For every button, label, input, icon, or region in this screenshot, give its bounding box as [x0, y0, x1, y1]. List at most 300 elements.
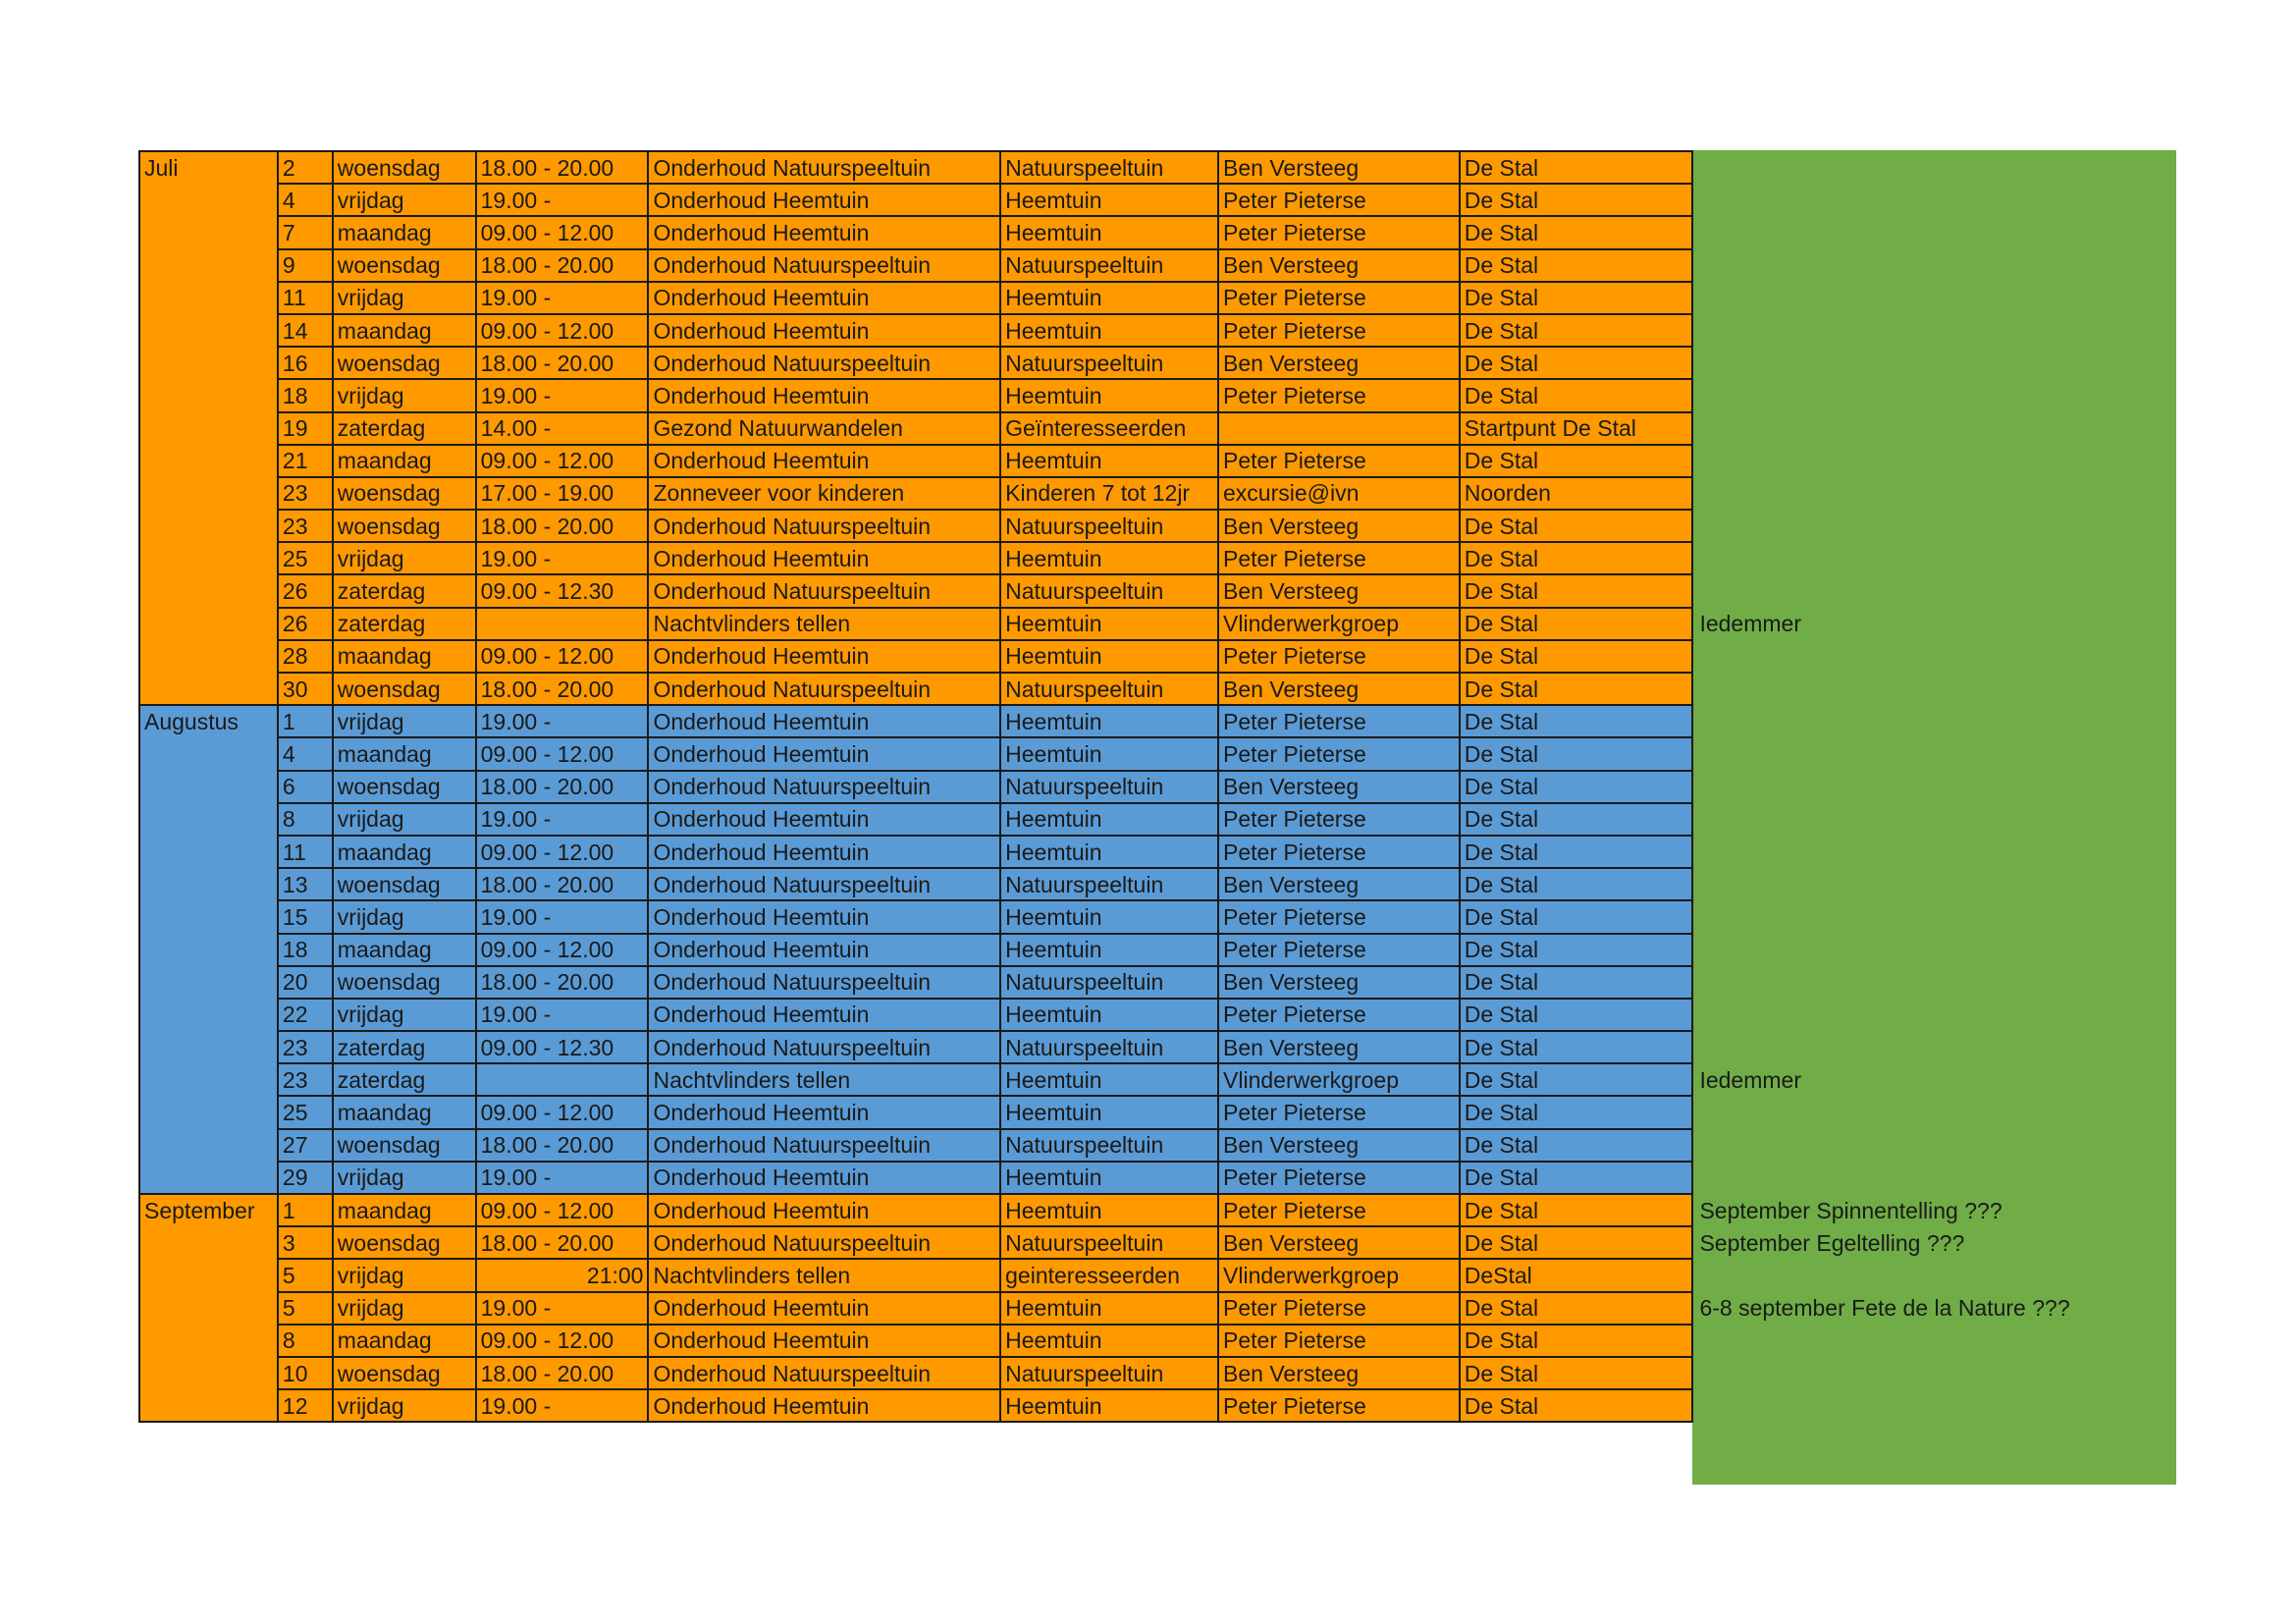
month-cell: [139, 379, 278, 411]
place-cell: De Stal: [1460, 1129, 1693, 1162]
time-cell: 19.00 -: [476, 1389, 649, 1422]
day-cell: 23: [278, 477, 333, 510]
leader-cell: Peter Pieterse: [1218, 1389, 1460, 1422]
location-cell: Natuurspeeltuin: [1000, 249, 1218, 282]
leader-cell: Ben Versteeg: [1218, 510, 1460, 542]
weekday-cell: vrijdag: [333, 184, 476, 216]
table-row: [139, 412, 2175, 445]
location-cell: Natuurspeeltuin: [1000, 1129, 1218, 1162]
place-cell: De Stal: [1460, 640, 1693, 673]
time-cell: 19.00 -: [476, 379, 649, 411]
time-cell: 09.00 - 12.00: [476, 640, 649, 673]
location-cell: Heemtuin: [1000, 803, 1218, 836]
time-cell: 09.00 - 12.00: [476, 737, 649, 770]
time-cell: 18.00 - 20.00: [476, 1226, 649, 1259]
month-cell: [139, 1063, 278, 1096]
note-cell: [1692, 477, 2175, 510]
time-cell: 19.00 -: [476, 184, 649, 216]
note-cell: [1692, 934, 2175, 966]
leader-cell: Peter Pieterse: [1218, 737, 1460, 770]
time-cell: 18.00 - 20.00: [476, 151, 649, 184]
place-cell: De Stal: [1460, 737, 1693, 770]
time-cell: 18.00 - 20.00: [476, 868, 649, 900]
table-row: [139, 900, 2175, 933]
day-cell: 27: [278, 1129, 333, 1162]
note-cell: [1692, 216, 2175, 248]
place-cell: De Stal: [1460, 705, 1693, 737]
day-cell: 11: [278, 282, 333, 314]
leader-cell: Peter Pieterse: [1218, 1292, 1460, 1325]
leader-cell: Peter Pieterse: [1218, 379, 1460, 411]
day-cell: 20: [278, 966, 333, 999]
leader-cell: Peter Pieterse: [1218, 803, 1460, 836]
location-cell: Natuurspeeltuin: [1000, 574, 1218, 607]
weekday-cell: vrijdag: [333, 542, 476, 574]
location-cell: Heemtuin: [1000, 1292, 1218, 1325]
table-row: [139, 1325, 2175, 1357]
schedule-body: [139, 151, 2175, 1422]
table-row: [139, 1031, 2175, 1063]
weekday-cell: vrijdag: [333, 1389, 476, 1422]
activity-cell: Onderhoud Heemtuin: [648, 705, 1000, 737]
location-cell: Heemtuin: [1000, 1389, 1218, 1422]
activity-cell: Onderhoud Natuurspeeltuin: [648, 1129, 1000, 1162]
leader-cell: Peter Pieterse: [1218, 1325, 1460, 1357]
time-cell: 18.00 - 20.00: [476, 966, 649, 999]
time-cell: 09.00 - 12.30: [476, 574, 649, 607]
leader-cell: [1218, 412, 1460, 445]
weekday-cell: zaterdag: [333, 574, 476, 607]
place-cell: De Stal: [1460, 1357, 1693, 1389]
table-row: [139, 347, 2175, 379]
activity-cell: Onderhoud Heemtuin: [648, 934, 1000, 966]
weekday-cell: woensdag: [333, 1226, 476, 1259]
leader-cell: Ben Versteeg: [1218, 1129, 1460, 1162]
activity-cell: Onderhoud Heemtuin: [648, 314, 1000, 347]
leader-cell: Peter Pieterse: [1218, 934, 1460, 966]
weekday-cell: vrijdag: [333, 1259, 476, 1291]
place-cell: De Stal: [1460, 574, 1693, 607]
location-cell: Heemtuin: [1000, 1194, 1218, 1226]
location-cell: Heemtuin: [1000, 1325, 1218, 1357]
month-cell: [139, 1226, 278, 1259]
activity-cell: Onderhoud Heemtuin: [648, 999, 1000, 1031]
table-row: [139, 282, 2175, 314]
location-cell: Heemtuin: [1000, 1162, 1218, 1194]
month-cell: [139, 1292, 278, 1325]
month-cell: [139, 249, 278, 282]
month-cell: [139, 673, 278, 705]
time-cell: 09.00 - 12.00: [476, 445, 649, 477]
weekday-cell: vrijdag: [333, 282, 476, 314]
weekday-cell: vrijdag: [333, 1162, 476, 1194]
location-cell: Heemtuin: [1000, 184, 1218, 216]
place-cell: De Stal: [1460, 868, 1693, 900]
place-cell: De Stal: [1460, 542, 1693, 574]
weekday-cell: woensdag: [333, 673, 476, 705]
place-cell: De Stal: [1460, 836, 1693, 868]
weekday-cell: vrijdag: [333, 803, 476, 836]
activity-cell: Onderhoud Natuurspeeltuin: [648, 1031, 1000, 1063]
activity-cell: Onderhoud Natuurspeeltuin: [648, 966, 1000, 999]
leader-cell: Ben Versteeg: [1218, 966, 1460, 999]
weekday-cell: maandag: [333, 737, 476, 770]
day-cell: 21: [278, 445, 333, 477]
place-cell: De Stal: [1460, 771, 1693, 803]
place-cell: De Stal: [1460, 1325, 1693, 1357]
place-cell: De Stal: [1460, 510, 1693, 542]
weekday-cell: zaterdag: [333, 608, 476, 640]
note-cell: [1692, 379, 2175, 411]
place-cell: De Stal: [1460, 1162, 1693, 1194]
table-row: [139, 542, 2175, 574]
weekday-cell: woensdag: [333, 1357, 476, 1389]
table-row: [139, 1226, 2175, 1259]
note-cell: [1692, 1325, 2175, 1357]
note-cell: [1692, 771, 2175, 803]
table-row: [139, 1194, 2175, 1226]
day-cell: 2: [278, 151, 333, 184]
table-row: [139, 314, 2175, 347]
activity-cell: Onderhoud Natuurspeeltuin: [648, 673, 1000, 705]
day-cell: 4: [278, 737, 333, 770]
activity-cell: Onderhoud Heemtuin: [648, 216, 1000, 248]
activity-cell: Onderhoud Natuurspeeltuin: [648, 151, 1000, 184]
weekday-cell: maandag: [333, 836, 476, 868]
activity-cell: Zonneveer voor kinderen: [648, 477, 1000, 510]
time-cell: 09.00 - 12.00: [476, 1194, 649, 1226]
month-cell: [139, 445, 278, 477]
note-cell: [1692, 412, 2175, 445]
day-cell: 25: [278, 1096, 333, 1128]
place-cell: Noorden: [1460, 477, 1693, 510]
leader-cell: Peter Pieterse: [1218, 184, 1460, 216]
weekday-cell: vrijdag: [333, 999, 476, 1031]
note-cell: [1692, 640, 2175, 673]
place-cell: De Stal: [1460, 934, 1693, 966]
leader-cell: Peter Pieterse: [1218, 705, 1460, 737]
table-row: [139, 934, 2175, 966]
leader-cell: Peter Pieterse: [1218, 836, 1460, 868]
location-cell: Heemtuin: [1000, 445, 1218, 477]
time-cell: 19.00 -: [476, 999, 649, 1031]
time-cell: 14.00 -: [476, 412, 649, 445]
month-cell: [139, 574, 278, 607]
month-cell: [139, 803, 278, 836]
time-cell: 19.00 -: [476, 1162, 649, 1194]
activity-cell: Onderhoud Natuurspeeltuin: [648, 510, 1000, 542]
leader-cell: Peter Pieterse: [1218, 1162, 1460, 1194]
table-row: [139, 1259, 2175, 1291]
activity-cell: Onderhoud Heemtuin: [648, 1325, 1000, 1357]
note-cell: [1692, 868, 2175, 900]
table-row: [139, 771, 2175, 803]
time-cell: 18.00 - 20.00: [476, 249, 649, 282]
activity-cell: Onderhoud Natuurspeeltuin: [648, 249, 1000, 282]
location-cell: geinteresseerden: [1000, 1259, 1218, 1291]
table-row: [139, 216, 2175, 248]
location-cell: Natuurspeeltuin: [1000, 151, 1218, 184]
note-cell: [1692, 249, 2175, 282]
month-cell: [139, 999, 278, 1031]
time-cell: 18.00 - 20.00: [476, 347, 649, 379]
weekday-cell: woensdag: [333, 771, 476, 803]
place-cell: De Stal: [1460, 184, 1693, 216]
month-cell: [139, 1031, 278, 1063]
note-cell: [1692, 900, 2175, 933]
note-cell: [1692, 542, 2175, 574]
month-cell: [139, 347, 278, 379]
note-cell: [1692, 966, 2175, 999]
time-cell: 09.00 - 12.00: [476, 314, 649, 347]
table-row: [139, 1063, 2175, 1096]
day-cell: 16: [278, 347, 333, 379]
location-cell: Natuurspeeltuin: [1000, 1226, 1218, 1259]
note-cell: [1692, 445, 2175, 477]
month-cell: [139, 966, 278, 999]
activity-cell: Onderhoud Natuurspeeltuin: [648, 1357, 1000, 1389]
location-cell: Heemtuin: [1000, 737, 1218, 770]
note-cell: [1692, 737, 2175, 770]
activity-cell: Onderhoud Heemtuin: [648, 803, 1000, 836]
time-cell: 09.00 - 12.00: [476, 1096, 649, 1128]
leader-cell: Peter Pieterse: [1218, 216, 1460, 248]
month-cell: [139, 1325, 278, 1357]
table-row: [139, 1096, 2175, 1128]
note-cell: [1692, 510, 2175, 542]
location-cell: Heemtuin: [1000, 314, 1218, 347]
place-cell: De Stal: [1460, 282, 1693, 314]
month-cell: [139, 1162, 278, 1194]
leader-cell: Peter Pieterse: [1218, 999, 1460, 1031]
location-cell: Heemtuin: [1000, 542, 1218, 574]
time-cell: 09.00 - 12.00: [476, 836, 649, 868]
day-cell: 1: [278, 705, 333, 737]
location-cell: Natuurspeeltuin: [1000, 771, 1218, 803]
note-cell: [1692, 705, 2175, 737]
location-cell: Heemtuin: [1000, 1096, 1218, 1128]
day-cell: 30: [278, 673, 333, 705]
month-cell: September: [139, 1194, 278, 1226]
activity-cell: Onderhoud Heemtuin: [648, 900, 1000, 933]
month-cell: [139, 1259, 278, 1291]
place-cell: De Stal: [1460, 216, 1693, 248]
note-cell: [1692, 282, 2175, 314]
table-row: [139, 249, 2175, 282]
time-cell: 17.00 - 19.00: [476, 477, 649, 510]
leader-cell: Peter Pieterse: [1218, 314, 1460, 347]
weekday-cell: zaterdag: [333, 412, 476, 445]
table-row: [139, 673, 2175, 705]
note-cell: September Egeltelling ???: [1699, 1229, 1965, 1256]
place-cell: De Stal: [1460, 1194, 1693, 1226]
weekday-cell: vrijdag: [333, 379, 476, 411]
note-cell: [1692, 999, 2175, 1031]
leader-cell: Ben Versteeg: [1218, 1031, 1460, 1063]
weekday-cell: maandag: [333, 445, 476, 477]
place-cell: De Stal: [1460, 608, 1693, 640]
table-row: [139, 1292, 2175, 1325]
leader-cell: Ben Versteeg: [1218, 673, 1460, 705]
note-cell: [1692, 836, 2175, 868]
place-cell: De Stal: [1460, 673, 1693, 705]
day-cell: 8: [278, 803, 333, 836]
weekday-cell: maandag: [333, 1325, 476, 1357]
month-cell: [139, 510, 278, 542]
note-cell: [1692, 314, 2175, 347]
location-cell: Heemtuin: [1000, 900, 1218, 933]
place-cell: De Stal: [1460, 151, 1693, 184]
weekday-cell: zaterdag: [333, 1031, 476, 1063]
location-cell: Natuurspeeltuin: [1000, 1357, 1218, 1389]
place-cell: De Stal: [1460, 1389, 1693, 1422]
table-row: [139, 1162, 2175, 1194]
leader-cell: Peter Pieterse: [1218, 282, 1460, 314]
note-cell: Iedemmer: [1699, 611, 1801, 637]
month-cell: [139, 282, 278, 314]
month-cell: Juli: [139, 151, 278, 184]
leader-cell: Ben Versteeg: [1218, 1357, 1460, 1389]
note-cell: [1692, 574, 2175, 607]
activity-cell: Onderhoud Natuurspeeltuin: [648, 574, 1000, 607]
place-cell: De Stal: [1460, 1031, 1693, 1063]
time-cell: 19.00 -: [476, 900, 649, 933]
table-row: [139, 1389, 2175, 1422]
table-row: [139, 510, 2175, 542]
day-cell: 18: [278, 934, 333, 966]
leader-cell: Peter Pieterse: [1218, 640, 1460, 673]
month-cell: [139, 1389, 278, 1422]
time-cell: 18.00 - 20.00: [476, 510, 649, 542]
leader-cell: Peter Pieterse: [1218, 445, 1460, 477]
day-cell: 8: [278, 1325, 333, 1357]
table-row: [139, 608, 2175, 640]
day-cell: 26: [278, 608, 333, 640]
leader-cell: Peter Pieterse: [1218, 900, 1460, 933]
day-cell: 26: [278, 574, 333, 607]
table-row: [139, 803, 2175, 836]
day-cell: 19: [278, 412, 333, 445]
activity-cell: Onderhoud Natuurspeeltuin: [648, 347, 1000, 379]
location-cell: Geïnteresseerden: [1000, 412, 1218, 445]
month-cell: [139, 771, 278, 803]
leader-cell: Peter Pieterse: [1218, 1194, 1460, 1226]
month-cell: [139, 608, 278, 640]
month-cell: [139, 216, 278, 248]
leader-cell: excursie@ivn: [1218, 477, 1460, 510]
month-cell: [139, 477, 278, 510]
month-cell: [139, 1096, 278, 1128]
location-cell: Kinderen 7 tot 12jr: [1000, 477, 1218, 510]
month-cell: [139, 737, 278, 770]
note-cell: [1692, 347, 2175, 379]
day-cell: 25: [278, 542, 333, 574]
place-cell: De Stal: [1460, 1226, 1693, 1259]
activity-cell: Onderhoud Heemtuin: [648, 640, 1000, 673]
day-cell: 10: [278, 1357, 333, 1389]
time-cell: 19.00 -: [476, 705, 649, 737]
weekday-cell: maandag: [333, 1194, 476, 1226]
day-cell: 14: [278, 314, 333, 347]
activity-cell: Onderhoud Heemtuin: [648, 445, 1000, 477]
note-cell: [1692, 1357, 2175, 1389]
month-cell: [139, 1129, 278, 1162]
time-cell: 09.00 - 12.30: [476, 1031, 649, 1063]
day-cell: 15: [278, 900, 333, 933]
time-cell: 19.00 -: [476, 282, 649, 314]
day-cell: 1: [278, 1194, 333, 1226]
table-row: [139, 966, 2175, 999]
table-row: [139, 868, 2175, 900]
place-cell: De Stal: [1460, 900, 1693, 933]
place-cell: De Stal: [1460, 999, 1693, 1031]
table-row: [139, 151, 2175, 184]
note-cell: [1692, 1389, 2175, 1422]
time-cell: 21:00: [476, 1259, 649, 1291]
note-cell: [1692, 1129, 2175, 1162]
day-cell: 7: [278, 216, 333, 248]
note-cell: 6-8 september Fete de la Nature ???: [1699, 1295, 2070, 1322]
place-cell: De Stal: [1460, 1063, 1693, 1096]
location-cell: Heemtuin: [1000, 608, 1218, 640]
time-cell: 19.00 -: [476, 542, 649, 574]
activity-cell: Onderhoud Heemtuin: [648, 379, 1000, 411]
leader-cell: Ben Versteeg: [1218, 151, 1460, 184]
month-cell: [139, 184, 278, 216]
day-cell: 12: [278, 1389, 333, 1422]
weekday-cell: woensdag: [333, 868, 476, 900]
weekday-cell: woensdag: [333, 510, 476, 542]
location-cell: Heemtuin: [1000, 379, 1218, 411]
activity-cell: Gezond Natuurwandelen: [648, 412, 1000, 445]
table-row: [139, 737, 2175, 770]
location-cell: Heemtuin: [1000, 934, 1218, 966]
day-cell: 4: [278, 184, 333, 216]
month-cell: [139, 900, 278, 933]
day-cell: 13: [278, 868, 333, 900]
activity-cell: Onderhoud Heemtuin: [648, 1292, 1000, 1325]
time-cell: 19.00 -: [476, 1292, 649, 1325]
month-cell: [139, 412, 278, 445]
activity-cell: Onderhoud Heemtuin: [648, 542, 1000, 574]
location-cell: Natuurspeeltuin: [1000, 510, 1218, 542]
leader-cell: Ben Versteeg: [1218, 249, 1460, 282]
place-cell: De Stal: [1460, 966, 1693, 999]
day-cell: 29: [278, 1162, 333, 1194]
note-cell: Iedemmer: [1699, 1066, 1801, 1093]
note-cell: September Spinnentelling ???: [1699, 1197, 2002, 1223]
table-row: [139, 477, 2175, 510]
activity-cell: Nachtvlinders tellen: [648, 1063, 1000, 1096]
location-cell: Natuurspeeltuin: [1000, 868, 1218, 900]
location-cell: Natuurspeeltuin: [1000, 966, 1218, 999]
month-cell: [139, 836, 278, 868]
weekday-cell: vrijdag: [333, 1292, 476, 1325]
table-row: [139, 999, 2175, 1031]
weekday-cell: woensdag: [333, 966, 476, 999]
table-row: [139, 184, 2175, 216]
day-cell: 9: [278, 249, 333, 282]
schedule-sheet: [138, 150, 2176, 1485]
weekday-cell: maandag: [333, 314, 476, 347]
time-cell: 09.00 - 12.00: [476, 934, 649, 966]
location-cell: Heemtuin: [1000, 836, 1218, 868]
time-cell: 18.00 - 20.00: [476, 771, 649, 803]
month-cell: [139, 640, 278, 673]
leader-cell: Peter Pieterse: [1218, 542, 1460, 574]
weekday-cell: woensdag: [333, 347, 476, 379]
weekday-cell: maandag: [333, 934, 476, 966]
